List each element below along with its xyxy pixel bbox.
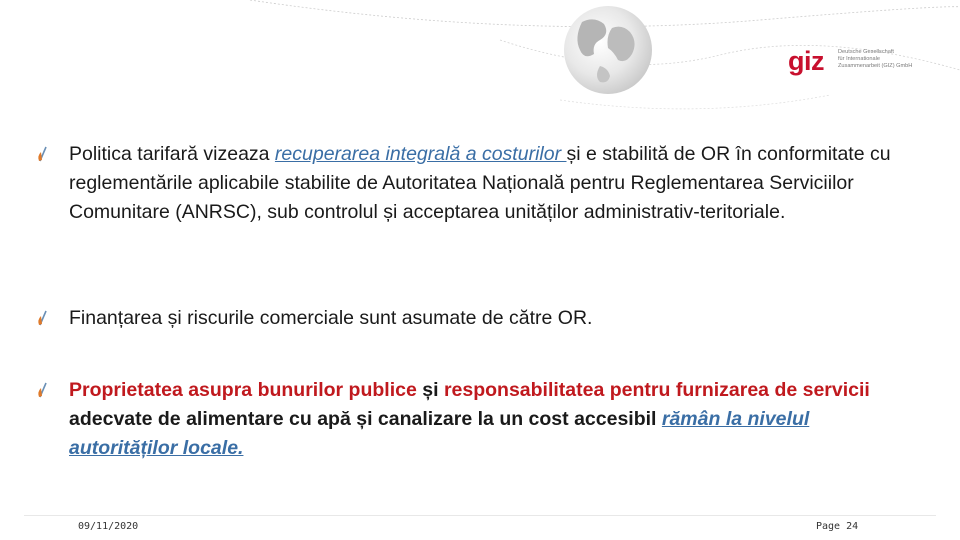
- bullet-text-segment: adecvate de alimentare cu apă și canalizare la un cost accesibil: [69, 408, 662, 430]
- footer-page-number: Page 24: [816, 521, 859, 532]
- bullet-text-segment: și: [422, 379, 444, 401]
- logo-text-line: für Internationale: [838, 56, 880, 62]
- drop-bullet-icon: [36, 310, 50, 326]
- logo-text-line: Deutsche Gesellschaft: [838, 49, 894, 55]
- globe-icon: [564, 6, 652, 94]
- logo-text-line: Zusammenarbeit (GIZ) GmbH: [838, 63, 913, 69]
- bullet-text: [69, 304, 919, 333]
- bullet-text-segment: Proprietatea asupra bunurilor publice: [69, 379, 423, 401]
- bullet-text: [69, 376, 919, 463]
- logo-mark: giz: [788, 46, 824, 76]
- bullet-text-segment: rămân la nivelul autorităților locale.: [69, 408, 810, 459]
- footer-date: 09/11/2020: [78, 521, 139, 532]
- bullet-text-segment: Finanțarea și riscurile comerciale sunt asumate de către OR.: [69, 307, 593, 329]
- footer-divider: [24, 515, 936, 516]
- drop-bullet-icon: [36, 146, 50, 162]
- bullet-text-segment: responsabilitatea pentru furnizarea de servicii: [443, 379, 870, 401]
- logo-text: [838, 49, 948, 70]
- bullet-text-segment: recuperarea integrală a costurilor: [274, 143, 567, 165]
- swoosh-line-low: [560, 95, 830, 109]
- bullet-text-segment: și e stabilită de OR în conformitate cu reglementările aplicabile stabilite de Autoritatea Națională pentru Reglementarea Serviciilor Comunitare (ANRSC), sub controlul și acceptarea unităților administrativ-teritoriale.: [69, 143, 891, 223]
- drop-bullet-icon: [36, 382, 50, 398]
- bullet-text: [69, 140, 919, 227]
- bullet-text-segment: Politica tarifară vizeaza: [69, 143, 275, 165]
